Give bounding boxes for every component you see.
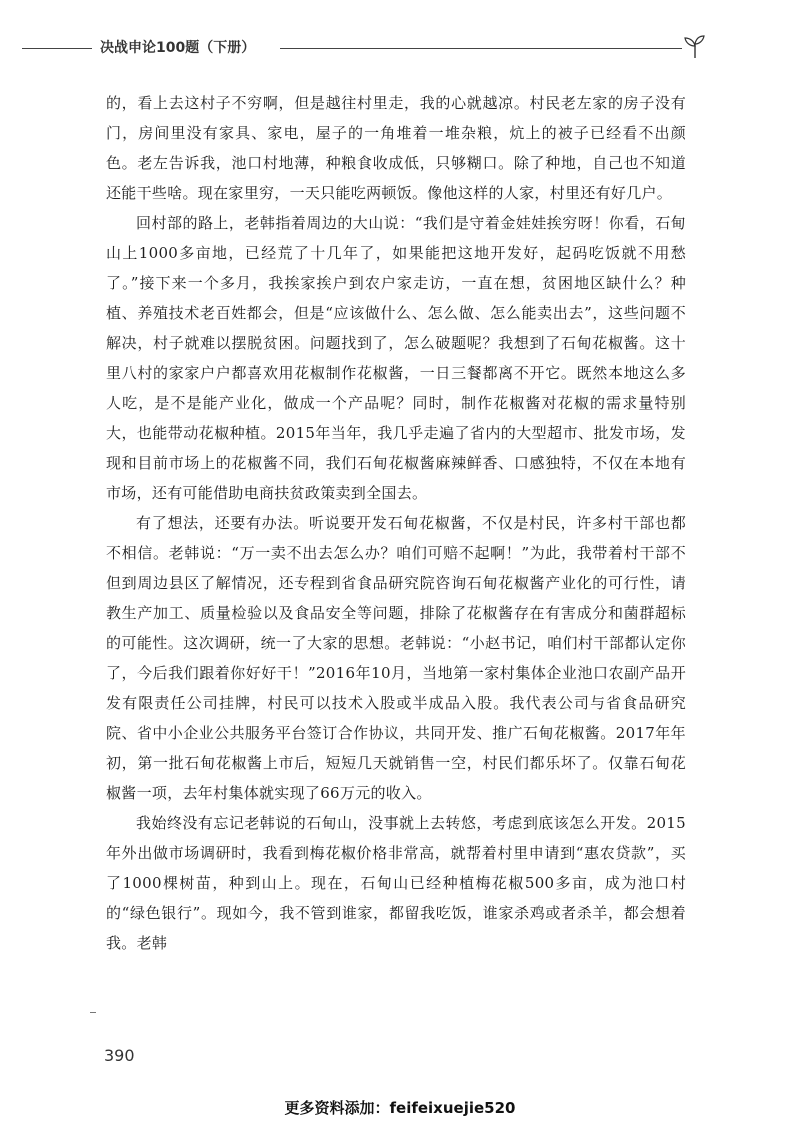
header-rule-right [280, 48, 682, 49]
sprout-icon [682, 34, 708, 60]
paragraph-3: 有了想法，还要有办法。听说要开发石甸花椒酱，不仅是村民，许多村干部也都不相信。老韩说：“万一卖不出去怎么办？咱们可赔不起啊！”为此，我带着村干部不但到周边县区了解情况，还专程到省食品研究院咨询石甸花椒酱产业化的可行性，请教生产加工、质量检验以及食品安全等问题，排除了花椒酱存在有害成分和菌群超标的可能性。这次调研，统一了大家的思想。老韩说：“小赵书记，咱们村干部都认定你了，今后我们跟着你好好干！”2016年10月，当地第一家村集体企业池口农副产品开发有限责任公司挂牌，村民可以技术入股或半成品入股。我代表公司与省食品研究院、省中小企业公共服务平台签订合作协议，共同开发、推广石甸花椒酱。2017年年初，第一批石甸花椒酱上市后，短短几天就销售一空，村民们都乐坏了。仅靠石甸花椒酱一项，去年村集体就实现了66万元的收入。 [106, 514, 686, 802]
paragraph-2: 回村部的路上，老韩指着周边的大山说：“我们是守着金娃娃挨穷呀！你看，石甸山上1000多亩地，已经荒了十几年了，如果能把这地开发好，起码吃饭就不用愁了。”接下来一个多月，我挨家挨户到农户家走访，一直在想，贫困地区缺什么？种植、养殖技术老百姓都会，但是“应该做什么、怎么做、怎么能卖出去”，这些问题不解决，村子就难以摆脱贫困。问题找到了，怎么破题呢？我想到了石甸花椒酱。这十里八村的家家户户都喜欢用花椒制作花椒酱，一日三餐都离不开它。既然本地这么多人吃，是不是能产业化，做成一个产品呢？同时，制作花椒酱对花椒的需求量特别大，也能带动花椒种植。2015年当年，我几乎走遍了省内的大型超市、批发市场，发现和目前市场上的花椒酱不同，我们石甸花椒酱麻辣鲜香、口感独特，不仅在本地有市场，还有可能借助电商扶贫政策卖到全国去。 [106, 214, 686, 502]
footer-contact-note: 更多资料添加：feifeixuejie520 [284, 1099, 516, 1117]
paragraph-1: 的，看上去这村子不穷啊，但是越往村里走，我的心就越凉。村民老左家的房子没有门，房间里没有家具、家电，屋子的一角堆着一堆杂粮，炕上的被子已经看不出颜色。老左告诉我，池口村地薄，种粮食收成低，只够糊口。除了种地，自己也不知道还能干些啥。现在家里穷，一天只能吃两顿饭。像他这样的人家，村里还有好几户。 [106, 94, 686, 202]
body-text [106, 88, 686, 958]
page-header [22, 34, 712, 62]
running-header-title: 决战申论100题（下册） [100, 40, 256, 56]
paragraph-4: 我始终没有忘记老韩说的石甸山，没事就上去转悠，考虑到底该怎么开发。2015年外出做市场调研时，我看到梅花椒价格非常高，就帮着村里申请到“惠农贷款”，买了1000棵树苗，种到山上。现在，石甸山已经种植梅花椒500多亩，成为池口村的“绿色银行”。现如今，我不管到谁家，都留我吃饭，谁家杀鸡或者杀羊，都会想着我。老韩 [106, 814, 686, 952]
scan-mark [90, 1012, 96, 1013]
header-rule-left [22, 48, 92, 49]
page-number: 390 [104, 1046, 135, 1065]
